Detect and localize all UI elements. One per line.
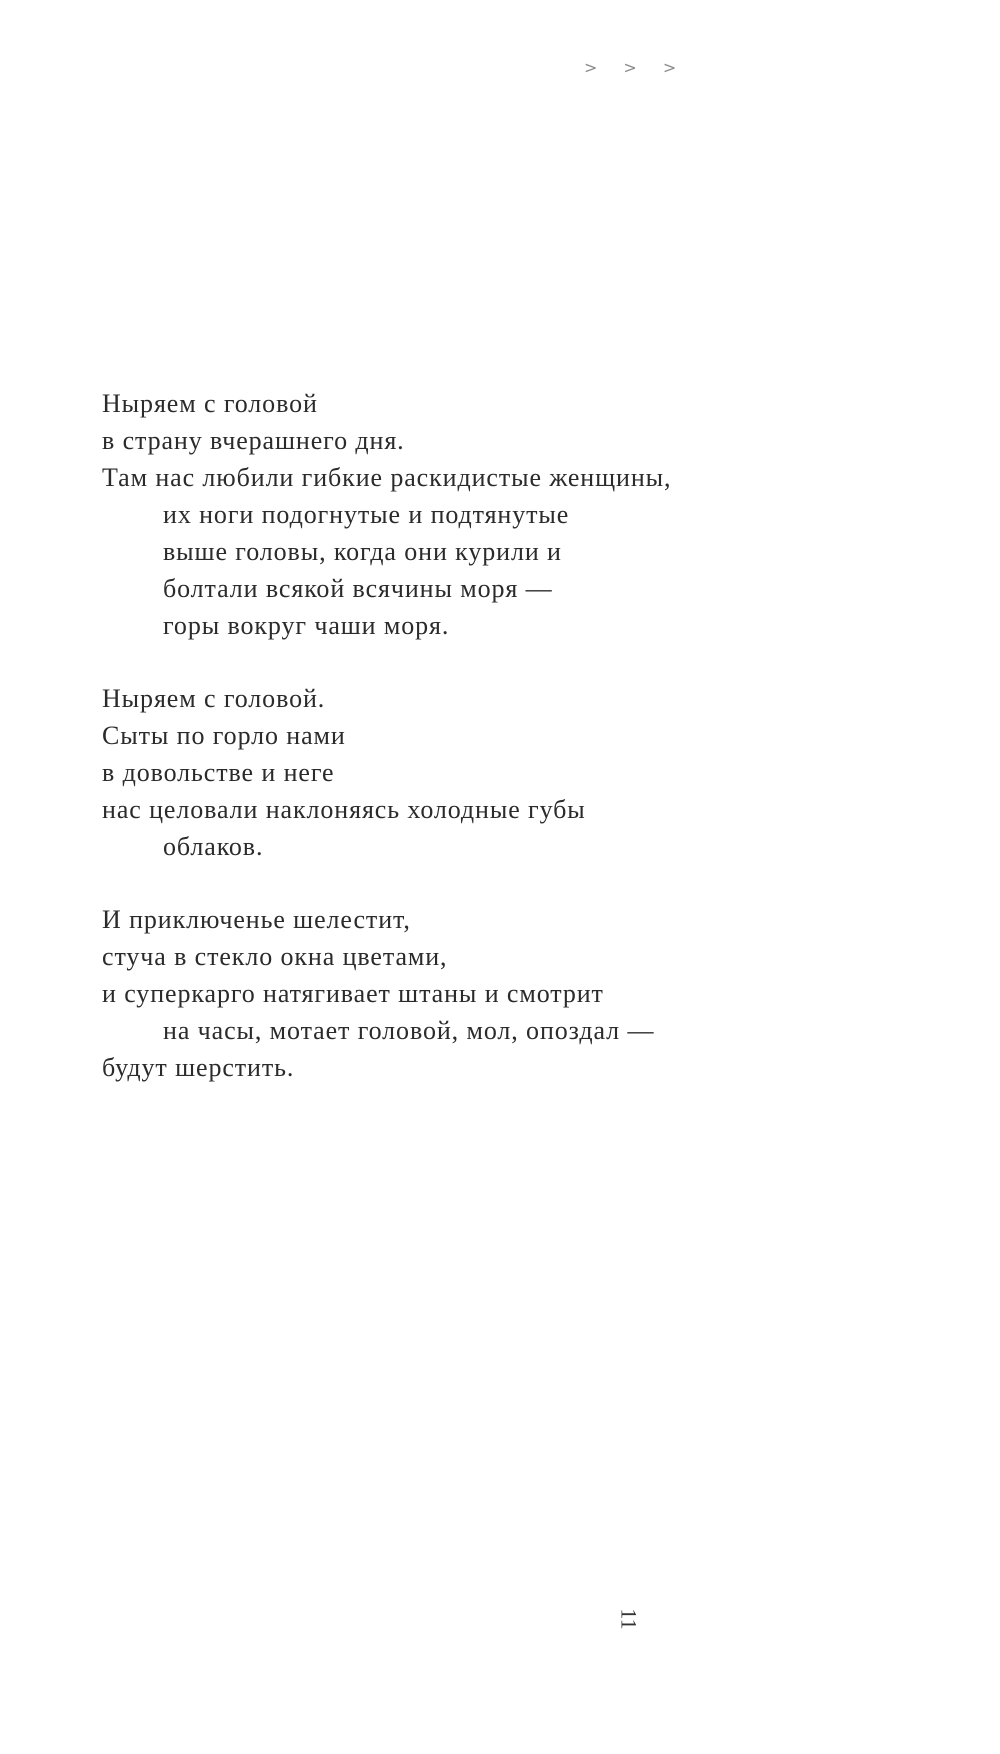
poem-line-indented: выше головы, когда они курили и [163, 537, 562, 566]
header-mark: > [662, 58, 677, 77]
poem-line-indented: на часы, мотает головой, мол, опоздал — [163, 1016, 655, 1045]
poem-line: стуча в стекло окна цветами, [102, 942, 448, 971]
header-mark: > [623, 58, 637, 77]
poem-line: в страну вчерашнего дня. [102, 426, 405, 455]
poem-line: Там нас любили гибкие раскидистые женщины, [102, 463, 672, 492]
header-marks [584, 58, 676, 77]
header-mark: > [584, 58, 598, 77]
poem-line: Ныряем с головой [102, 389, 318, 418]
poem [102, 385, 902, 1122]
poem-line-indented: горы вокруг чаши моря. [163, 611, 450, 640]
poem-line: И приключенье шелестит, [102, 905, 411, 934]
poem-line: в довольстве и неге [102, 758, 335, 787]
poem-line-indented: облаков. [163, 832, 264, 861]
stanza-1 [102, 385, 902, 644]
poem-line: будут шерстить. [102, 1053, 295, 1082]
stanza-3 [102, 901, 902, 1086]
poem-line: и суперкарго натягивает штаны и смотрит [102, 979, 604, 1008]
poem-line-indented: их ноги подогнутые и подтянутые [163, 500, 570, 529]
stanza-2 [102, 680, 902, 865]
poem-line: Сыты по горло нами [102, 721, 346, 750]
poem-line-indented: болтали всякой всячины моря — [163, 574, 553, 603]
poem-line: Ныряем с головой. [102, 684, 326, 713]
page-number: 11 [616, 1608, 642, 1630]
poem-line: нас целовали наклоняясь холодные губы [102, 795, 586, 824]
